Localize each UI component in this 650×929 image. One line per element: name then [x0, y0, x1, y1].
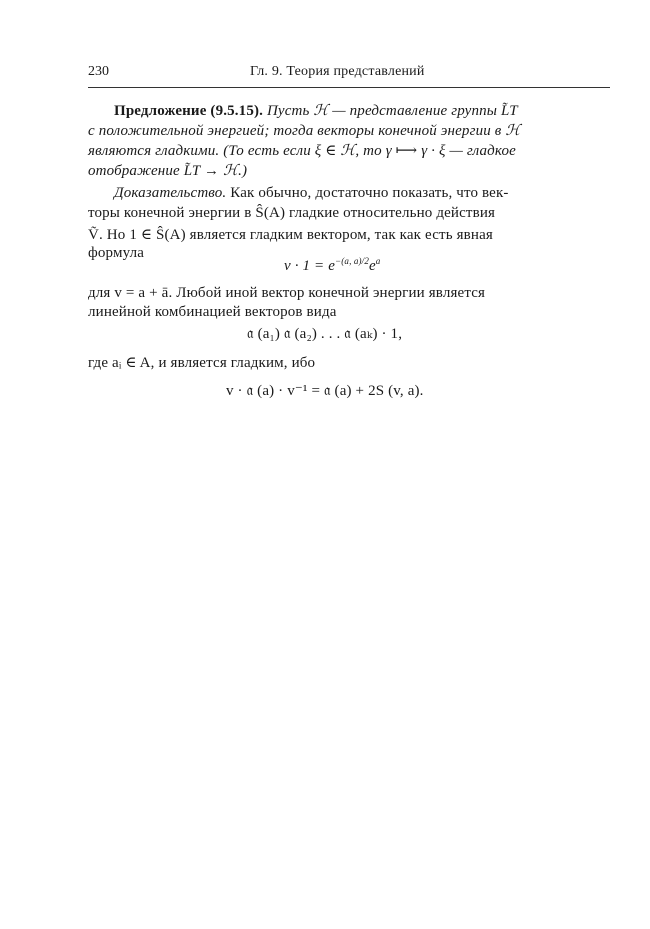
formula-3: v · 𝔞 (a) · v⁻¹ = 𝔞 (a) + 2S (v, a).	[226, 383, 424, 399]
proof-label: Доказательство.	[114, 185, 227, 201]
proof-line-5: для v = a + ā. Любой иной вектор конечной энергии является	[88, 285, 486, 301]
page-number: 230	[88, 64, 109, 79]
proposition-line-1	[114, 101, 640, 120]
proof-line-6: линейной комбинацией векторов вида	[88, 304, 337, 320]
proposition-line-4: отображение L̃T → ℋ.)	[88, 163, 248, 179]
proposition-label: Предложение (9.5.15).	[114, 103, 264, 119]
formula-1: $v \cdot 1 = e^{-(a, a)/2}e^a$	[284, 256, 381, 274]
running-title: Гл. 9. Теория представлений	[250, 64, 425, 79]
proposition-line-3: являются гладкими. (То есть если ξ ∈ ℋ, то γ ⟼ γ · ξ — гладкое	[88, 143, 516, 159]
proof-text-1: Как обычно, достаточно показать, что век-	[230, 185, 509, 201]
header-rule	[88, 87, 610, 88]
proposition-text-1: Пусть ℋ — представление группы L̃T	[266, 103, 518, 119]
page-header	[88, 64, 610, 84]
proof-line-2: торы конечной энергии в Ŝ(A) гладкие относительно действия	[88, 205, 496, 221]
proof-line-4: формула	[88, 245, 145, 261]
proof-line-1	[114, 185, 640, 202]
proposition-line-2: с положительной энергией; тогда векторы конечной энергии в ℋ	[88, 123, 521, 139]
formula-2: 𝔞 (a₁) 𝔞 (a₂) . . . 𝔞 (aₖ) · 1,	[247, 326, 403, 342]
proof-line-3: Ṽ. Но 1 ∈ Ŝ(A) является гладким вектором, так как есть явная	[88, 227, 493, 243]
proof-line-7: где aᵢ ∈ A, и является гладким, ибо	[88, 355, 316, 371]
